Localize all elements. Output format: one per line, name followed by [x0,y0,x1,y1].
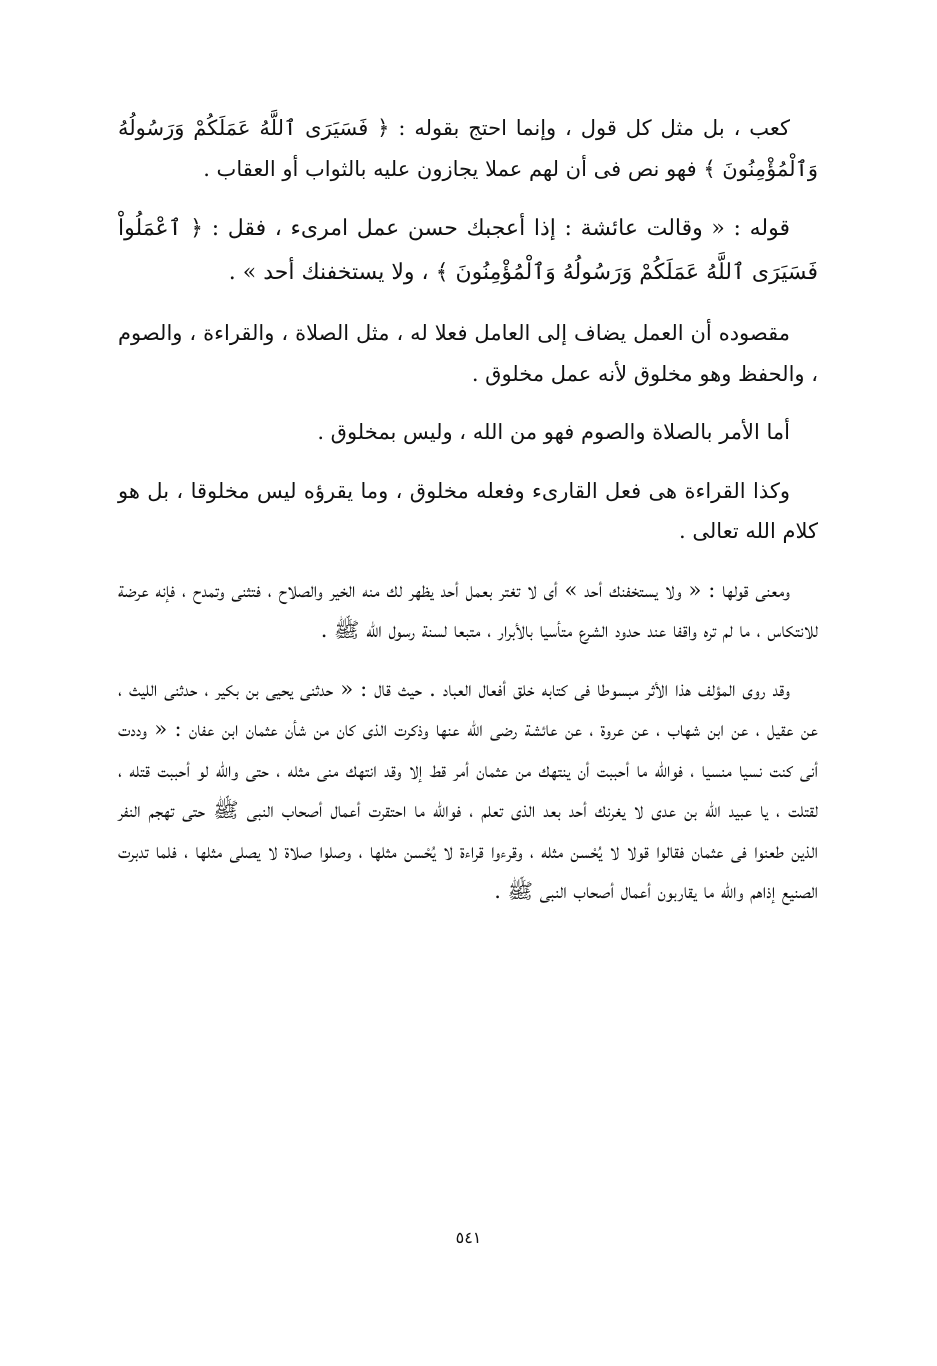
paragraph-7: وقد روى المؤلف هذا الأثر مبسوطا فى كتابه خلق أفعال العباد . حيث قال : « حدثنى يحيى بن بكير ، حدثنى الليث ، عن عقيل ، عن ابن شهاب ، عن عروة ، عن عائشة رضى الله عنها وذكرت الذى كان من شأن عثمان ابن عفان : « وددت أنى كنت نسيا منسيا ، فوالله ما أحببت أن ينتهك من عثمان أمر قط إلا وقد انتهك منى مثله ، حتى والله لو أحببت قتله ، لقتلت ، يا عبيد الله بن عدى لا يغرنك أحد بعد الذى تعلم ، فوالله ما احتقرت أعمال أصحاب النبى ﷺ حتى تهجم النفر الذين طعنوا فى عثمان فقالوا قولا لا يُحْسن مثله ، وقرءوا قراءة لا يُحْسن مثلها ، وصلوا صلاة لا يصلى مثلها ، فلما تدبرت الصنيع إذاهم والله ما يقاربون أعمال أصحاب النبى ﷺ . [118,676,818,903]
paragraph-2: قوله : « وقالت عائشة : إذا أعجبك حسن عمل امرىء ، فقل : ﴿ ٱعْمَلُواْ فَسَيَرَى ٱللَّهُ عَمَلَكُمْ وَرَسُولُهُ وَٱلْمُؤْمِنُونَ ﴾ ، ولا يستخفنك أحد » . [118,216,818,285]
paragraph-1: كعب ، بل مثل كل قول ، وإنما احتج بقوله : ﴿ فَسَيَرَى ٱللَّهُ عَمَلَكُمْ وَرَسُولُهُ وَٱلْمُؤْمِنُونَ ﴾ فهو نص فى أن لهم عملا يجازون عليه بالثواب أو العقاب . [118,116,818,181]
paragraph-4: أما الأمر بالصلاة والصوم فهو من الله ، وليس بمخلوق . [317,420,790,444]
paragraph-3: مقصوده أن العمل يضاف إلى العامل فعلا له ، مثل الصلاة ، والقراءة ، والصوم ، والحفظ وهو مخلوق لأنه عمل مخلوق . [118,321,818,386]
body-text [118,108,818,930]
paragraph-5: وكذا القراءة هى فعل القارىء وفعله مخلوق ، وما يقرؤه ليس مخلوقا ، بل هو كلام الله تعالى . [118,478,818,543]
paragraph-6: ومعنى قولها : « ولا يستخفنك أحد » أى لا تغتر بعمل أحد يظهر لك منه الخير والصلاح ، فتثنى وتمدح ، فإنه عرضة للانتكاس ، ما لم تره واقفا عند حدود الشرع متأسيا بالأبرار ، متبعا لسنة رسول الله ﷺ . [118,577,818,642]
page-number: ٥٤١ [455,1228,482,1247]
